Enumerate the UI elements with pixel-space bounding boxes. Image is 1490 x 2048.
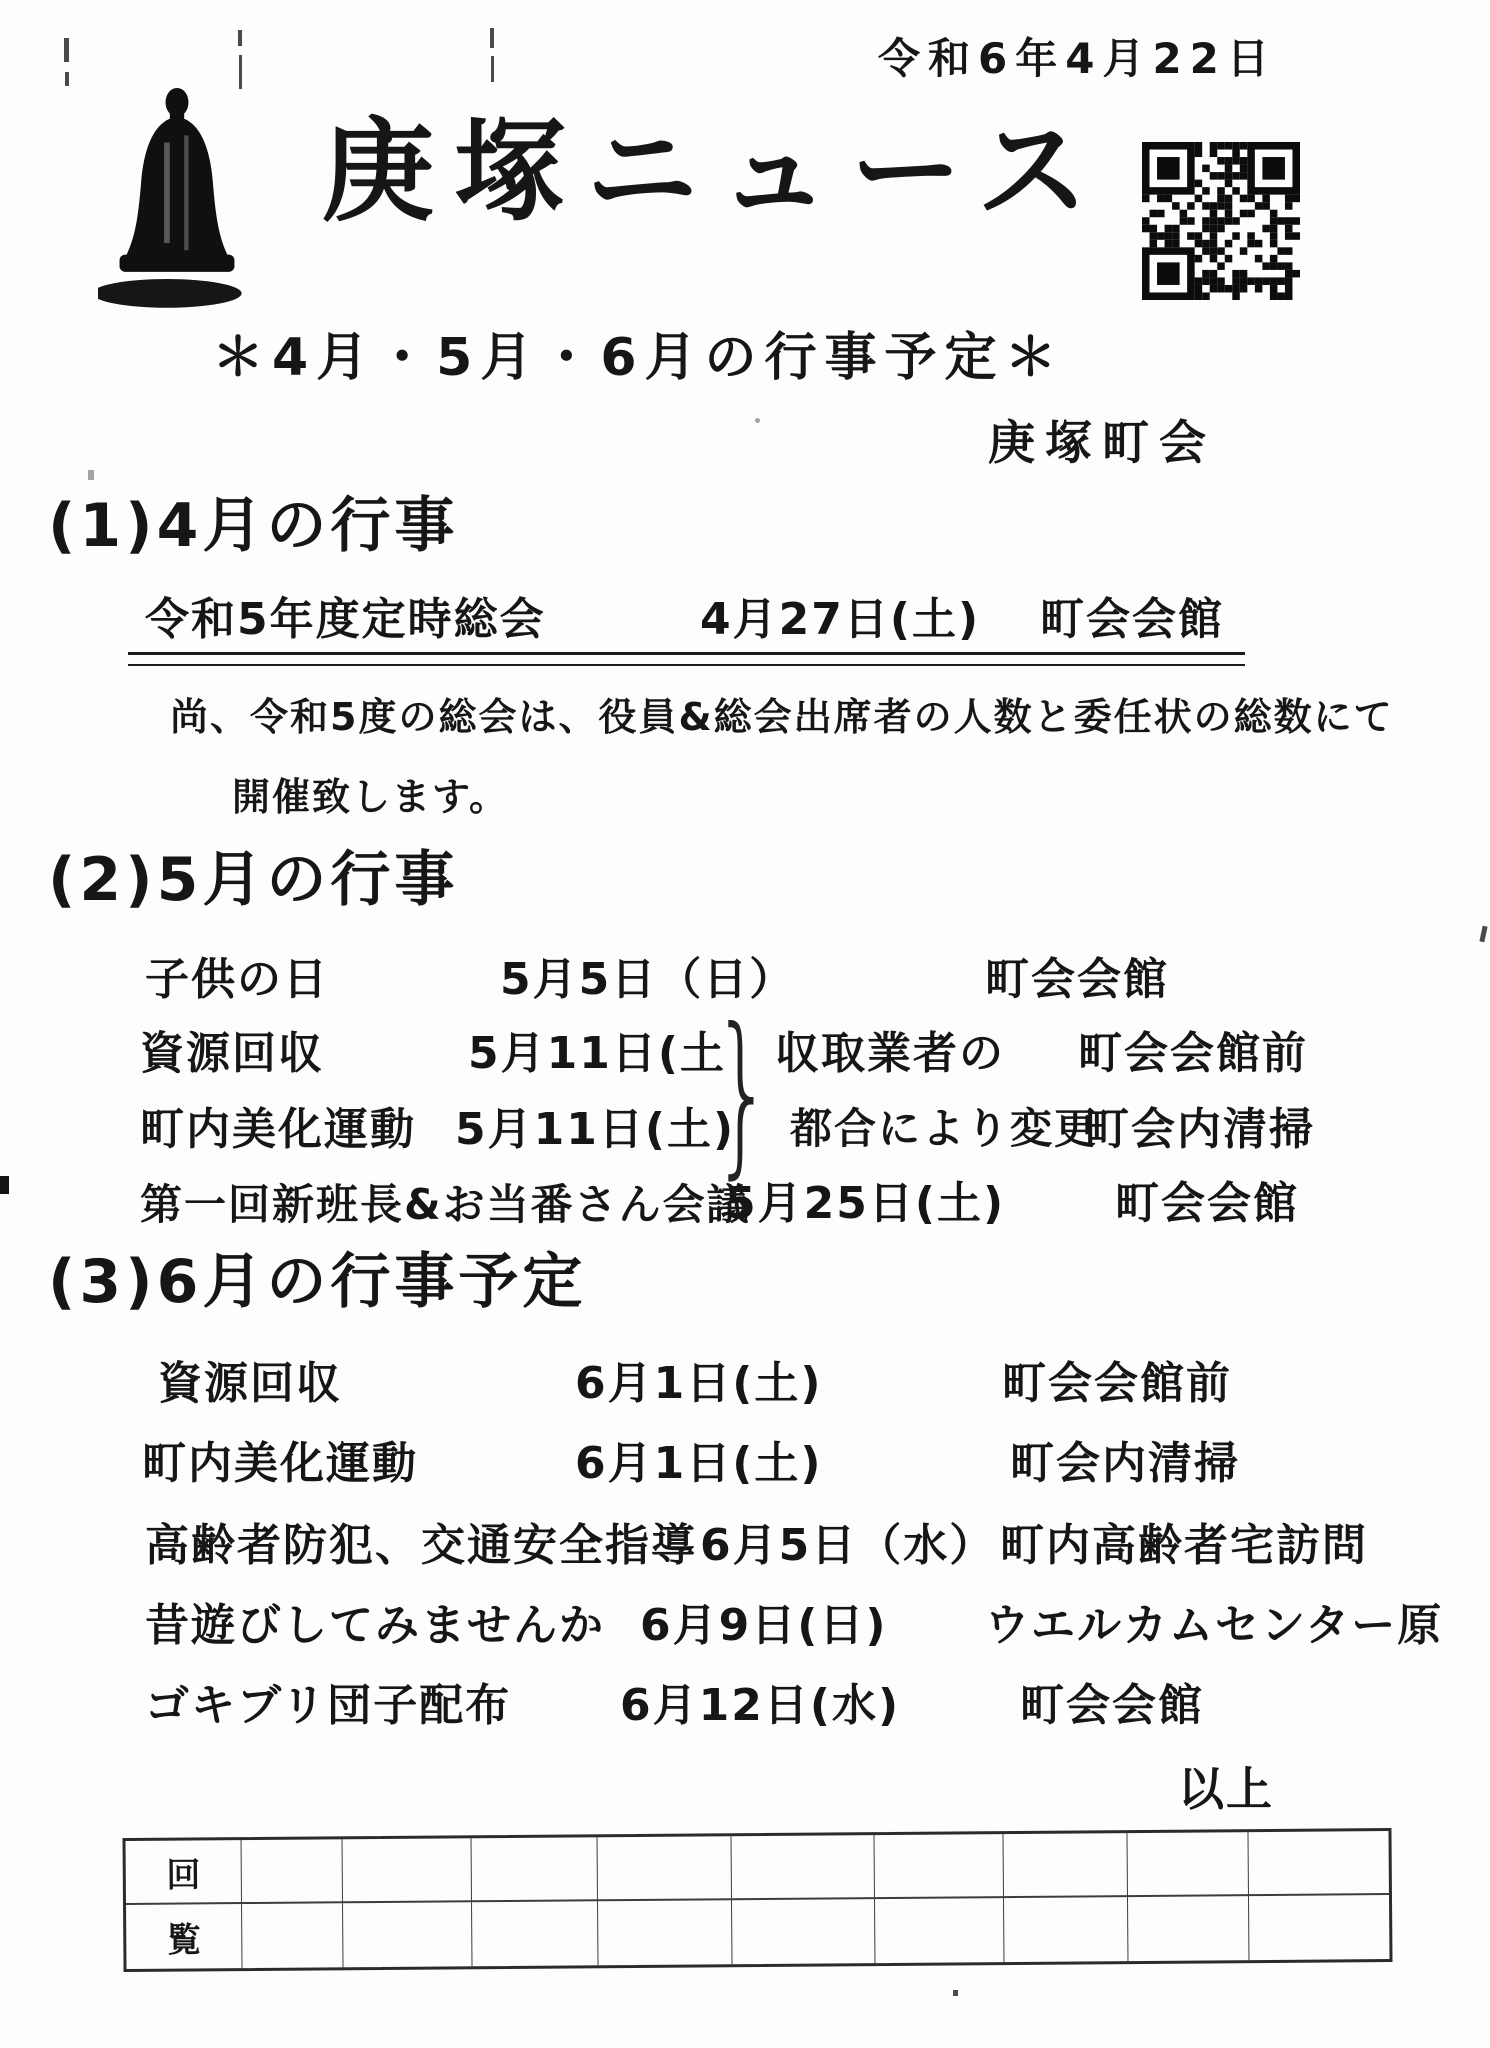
section-heading-may: (2)5月の行事 bbox=[48, 845, 459, 915]
event-date: 6月1日(土) bbox=[575, 1438, 823, 1489]
table-cell bbox=[598, 1900, 732, 1965]
event-location: 町内高齢者宅訪問 bbox=[1000, 1520, 1368, 1571]
closing-text: 以上 bbox=[1178, 1762, 1274, 1816]
event-name: 資源回収 bbox=[140, 1028, 324, 1079]
table-cell bbox=[472, 1901, 599, 1966]
scan-artifact bbox=[490, 28, 494, 48]
event-date: 5月11日(土) bbox=[455, 1104, 736, 1155]
event-date: 6月1日(土) bbox=[575, 1358, 823, 1409]
circulation-label-cell: 回 bbox=[126, 1840, 243, 1905]
event-location: 町会会館前 bbox=[1002, 1358, 1232, 1409]
event-location: 町会会館前 bbox=[1078, 1028, 1308, 1079]
scan-artifact bbox=[491, 56, 494, 82]
table-cell bbox=[874, 1834, 1003, 1899]
event-name: 子供の日 bbox=[145, 954, 329, 1005]
event-underline bbox=[128, 652, 1245, 666]
handwritten-brace: } bbox=[712, 992, 774, 1195]
table-cell bbox=[1127, 1896, 1249, 1961]
scan-artifact bbox=[953, 1990, 958, 1996]
newsletter-title: 庚塚ニュース bbox=[322, 107, 1109, 237]
event-date: 5月11日(土 bbox=[468, 1028, 726, 1079]
scan-artifact bbox=[65, 72, 69, 86]
event-name: 資源回収 bbox=[158, 1358, 342, 1409]
section-heading-june: (3)6月の行事予定 bbox=[48, 1247, 587, 1317]
table-cell bbox=[242, 1839, 344, 1904]
table-cell bbox=[732, 1835, 875, 1900]
table-cell bbox=[1127, 1832, 1249, 1897]
table-cell bbox=[1248, 1831, 1389, 1896]
event-date: 6月5日（水） bbox=[700, 1520, 996, 1571]
table-cell bbox=[875, 1898, 1004, 1963]
event-date: 6月12日(水) bbox=[620, 1680, 901, 1731]
table-cell bbox=[732, 1899, 875, 1964]
organization-name: 庚塚町会 bbox=[988, 416, 1216, 471]
event-location: 町会内清掃 bbox=[1085, 1104, 1315, 1155]
event-location: 町会会館 bbox=[985, 954, 1169, 1005]
bell-logo-icon bbox=[98, 84, 256, 316]
event-location: 町会会館 bbox=[1020, 1680, 1204, 1731]
event-name: 町内美化運動 bbox=[142, 1438, 418, 1489]
table-cell bbox=[343, 1838, 472, 1903]
event-location: 町会会館 bbox=[1115, 1178, 1299, 1229]
event-note: 都合により変更 bbox=[790, 1104, 1099, 1153]
event-location: 町会会館 bbox=[1040, 594, 1224, 645]
scan-artifact bbox=[88, 470, 94, 480]
event-date: 5月5日（日） bbox=[500, 954, 796, 1005]
event-location: ウエルカムセンター原 bbox=[985, 1600, 1444, 1651]
event-name: ゴキブリ団子配布 bbox=[145, 1680, 512, 1731]
event-name: 高齢者防犯、交通安全指導 bbox=[145, 1520, 697, 1571]
table-cell bbox=[1249, 1895, 1390, 1960]
circulation-label-cell: 覧 bbox=[126, 1904, 243, 1969]
table-cell bbox=[472, 1837, 599, 1902]
scan-artifact bbox=[64, 38, 69, 62]
circulation-table bbox=[122, 1828, 1392, 1972]
document-date: 令和6年4月22日 bbox=[878, 34, 1277, 83]
scan-artifact bbox=[0, 1176, 9, 1194]
table-cell bbox=[1003, 1833, 1127, 1898]
scan-artifact bbox=[1479, 926, 1487, 943]
event-name: 第一回新班長&お当番さん会議 bbox=[140, 1180, 751, 1229]
table-cell bbox=[598, 1836, 732, 1901]
scan-artifact bbox=[238, 30, 242, 46]
event-date: 5月25日(土) bbox=[725, 1178, 1006, 1229]
table-cell bbox=[242, 1903, 344, 1968]
newsletter-subtitle: ＊4月・5月・6月の行事予定＊ bbox=[212, 328, 1065, 388]
event-date: 6月9日(日) bbox=[640, 1600, 888, 1651]
event-name: 町内美化運動 bbox=[140, 1104, 416, 1155]
april-note-line2: 開催致します。 bbox=[232, 775, 509, 819]
table-cell bbox=[343, 1902, 472, 1967]
event-name: 令和5年度定時総会 bbox=[145, 594, 546, 645]
event-note: 収取業者の bbox=[775, 1028, 1005, 1079]
section-heading-april: (1)4月の行事 bbox=[48, 491, 459, 561]
april-note-line1: 尚、令和5度の総会は、役員&総会出席者の人数と委任状の総数にて bbox=[170, 695, 1394, 739]
table-cell bbox=[1004, 1897, 1128, 1962]
scan-artifact bbox=[755, 418, 760, 423]
event-name: 昔遊びしてみませんか bbox=[145, 1600, 605, 1651]
event-location: 町会内清掃 bbox=[1010, 1438, 1240, 1489]
qr-code bbox=[1142, 142, 1300, 300]
event-date: 4月27日(土) bbox=[700, 594, 981, 645]
